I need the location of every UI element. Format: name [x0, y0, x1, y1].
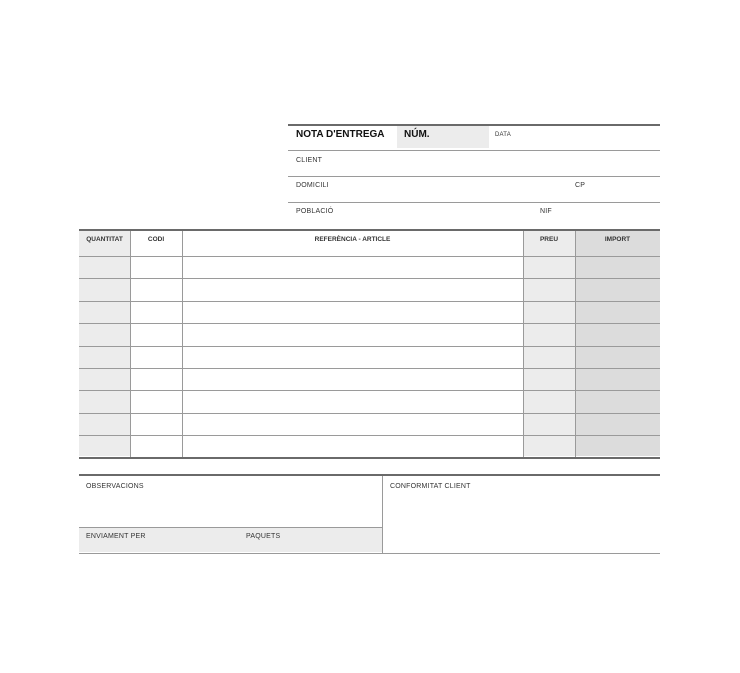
column-header-amount: IMPORT	[604, 236, 631, 243]
table-row-rule	[79, 413, 660, 414]
table-row-rule	[79, 323, 660, 324]
shipping-label: ENVIAMENT PER	[86, 533, 146, 540]
number-label: NÚM.	[404, 129, 430, 140]
footer-column-divider	[382, 476, 383, 553]
table-bottom-rule	[79, 457, 660, 459]
column-divider	[523, 231, 524, 457]
price-column-shade	[523, 231, 575, 456]
observations-label: OBSERVACIONS	[86, 483, 144, 490]
address-label: DOMICILI	[296, 182, 329, 189]
table-row-rule	[79, 256, 660, 257]
client-label: CLIENT	[296, 157, 323, 164]
quantity-column-shade	[79, 231, 130, 456]
header-rule-2	[288, 176, 660, 177]
nif-label: NIF	[540, 208, 552, 215]
date-label: DATA	[495, 132, 511, 138]
postal-code-label: CP	[575, 182, 586, 189]
city-label: POBLACIÓ	[296, 208, 334, 215]
column-header-price: PREU	[539, 236, 559, 243]
packages-label: PAQUETS	[246, 533, 281, 540]
header-rule-3	[288, 202, 660, 203]
column-divider	[130, 231, 131, 457]
header-rule-1	[288, 150, 660, 151]
column-header-quantity: QUANTITAT	[86, 236, 123, 243]
column-divider	[182, 231, 183, 457]
table-row-rule	[79, 301, 660, 302]
footer-top-rule	[79, 474, 660, 476]
footer-bottom-rule	[79, 553, 660, 554]
table-row-rule	[79, 435, 660, 436]
table-row-rule	[79, 346, 660, 347]
column-header-code: CODI	[147, 236, 165, 243]
amount-column-shade	[576, 231, 660, 456]
shipping-row-shade	[79, 528, 382, 552]
table-row-rule	[79, 390, 660, 391]
table-row-rule	[79, 368, 660, 369]
table-row-rule	[79, 278, 660, 279]
client-approval-label: CONFORMITAT CLIENT	[390, 483, 471, 490]
document-title: NOTA D'ENTREGA	[296, 129, 385, 140]
shipping-row-rule	[79, 527, 382, 528]
column-header-reference: REFERÈNCIA - ARTICLE	[314, 236, 391, 243]
table-top-rule	[79, 229, 660, 231]
column-divider	[575, 231, 576, 457]
